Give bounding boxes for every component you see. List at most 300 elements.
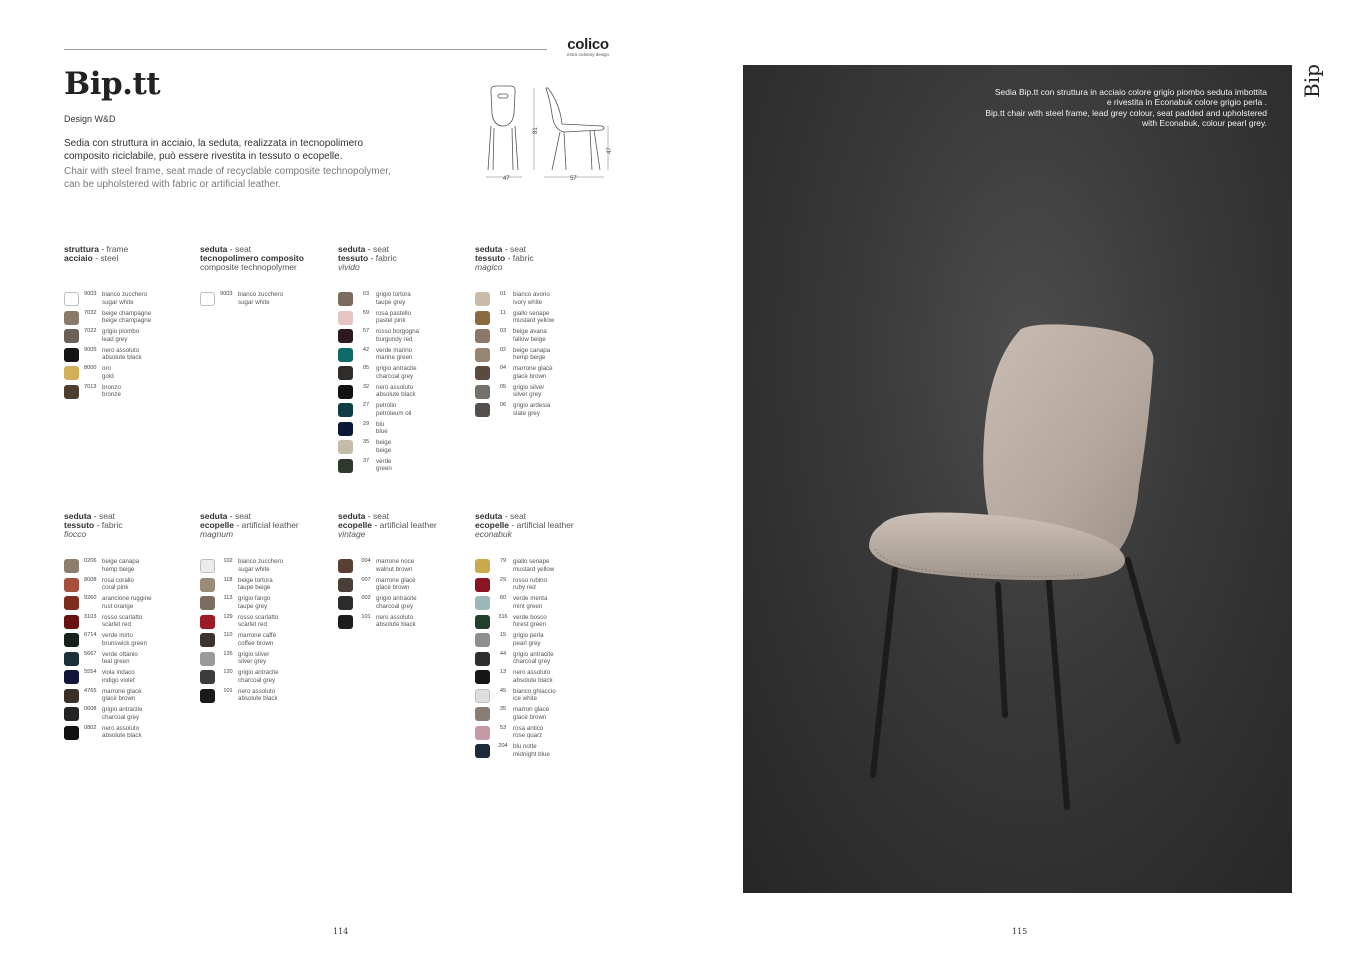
swatch-name-en: scarlet red <box>102 621 131 628</box>
swatch-label <box>102 328 139 343</box>
material-it: ecopelle <box>338 520 373 530</box>
swatch-label <box>513 632 544 647</box>
swatch-label <box>376 291 411 306</box>
section-leather-vintage <box>338 511 478 628</box>
swatch-item[interactable] <box>64 595 204 613</box>
color-swatch[interactable] <box>338 422 353 436</box>
swatch-item[interactable] <box>64 328 204 346</box>
color-swatch[interactable] <box>338 578 353 592</box>
swatch-item[interactable] <box>475 291 615 309</box>
dimension-depth: 57 <box>570 176 577 182</box>
color-swatch[interactable] <box>338 596 353 610</box>
color-swatch[interactable] <box>475 385 490 399</box>
swatch-item[interactable] <box>475 614 615 632</box>
color-swatch[interactable] <box>64 689 79 703</box>
swatch-name-en: absolute black <box>376 391 416 398</box>
swatch-code: 7013 <box>84 383 97 390</box>
category-it: seduta <box>338 244 366 254</box>
color-swatch[interactable] <box>475 615 490 629</box>
swatch-name-it: marron glacè <box>513 706 550 713</box>
color-swatch[interactable] <box>338 403 353 417</box>
material-en: fabric <box>512 253 534 263</box>
swatch-item[interactable] <box>338 458 478 476</box>
color-swatch[interactable] <box>64 311 79 325</box>
swatch-name-en: taupe grey <box>376 298 406 306</box>
page-number-right: 115 <box>1012 927 1028 936</box>
swatch-item[interactable] <box>64 365 204 383</box>
swatch-code: 101 <box>223 687 233 694</box>
swatch-name-en: burgundy red <box>376 335 413 343</box>
swatch-label <box>513 558 554 573</box>
swatch-name-en: charcoal grey <box>376 372 414 380</box>
dimension-seat-height: 47 <box>607 147 613 154</box>
swatch-label <box>513 669 553 684</box>
swatch-name-en: coffee brown <box>238 639 274 647</box>
swatch-label <box>376 421 388 436</box>
swatch-label <box>102 365 114 380</box>
swatch-item[interactable] <box>338 402 478 420</box>
swatch-item[interactable] <box>64 558 204 576</box>
swatch-item[interactable] <box>475 706 615 724</box>
swatch-name-it: blu notte <box>513 743 537 750</box>
swatch-item[interactable] <box>338 328 478 346</box>
product-designer: Design W&D <box>64 114 116 124</box>
swatch-code: 06 <box>499 402 507 408</box>
swatch-name-en: glacè brown <box>102 695 136 702</box>
material-en: composite technopolymer <box>200 262 297 272</box>
swatch-code: 44 <box>499 650 507 657</box>
color-swatch[interactable] <box>200 652 215 666</box>
side-title-text: Bip <box>1300 64 1324 98</box>
material-en: artificial leather <box>379 520 437 530</box>
swatch-code: 59 <box>362 309 370 316</box>
swatch-name-it: grigio antracite <box>513 650 554 658</box>
swatch-label <box>376 365 417 380</box>
swatch-code: 8008 <box>84 576 97 583</box>
swatch-name-it: beige avana <box>513 328 547 335</box>
category-en: seat <box>509 244 527 254</box>
swatch-item[interactable] <box>200 291 340 309</box>
color-swatch[interactable] <box>338 385 353 399</box>
swatch-name-en: glacè brown <box>513 713 547 721</box>
section-header: seduta - seat ecopelle - artificial leather magnum <box>200 512 340 539</box>
swatch-label <box>376 384 416 399</box>
swatch-code: 27 <box>362 402 370 408</box>
swatch-name-en: mustard yellow <box>513 317 555 324</box>
color-swatch[interactable] <box>64 707 79 721</box>
swatch-item[interactable] <box>338 421 478 439</box>
swatch-name-it: grigio antracite <box>102 706 143 713</box>
material-en: fabric <box>375 253 397 263</box>
swatch-name-it: verde marino <box>376 346 413 354</box>
swatch-name-en: teal green <box>102 658 130 665</box>
swatch-name-en: glacè brown <box>513 372 547 380</box>
chair-side-view <box>546 88 604 170</box>
swatch-item[interactable] <box>338 310 478 328</box>
category-en: frame <box>106 244 129 254</box>
swatch-name-it: nero assoluto <box>102 346 140 354</box>
swatch-code: 29 <box>362 420 370 427</box>
swatch-item[interactable] <box>338 595 478 613</box>
swatch-name-en: hemp beige <box>513 354 546 361</box>
swatch-code: 0802 <box>84 724 97 731</box>
swatch-item[interactable] <box>200 632 340 650</box>
swatch-name-en: marine green <box>376 354 413 361</box>
swatch-name-it: rosa pastello <box>376 309 412 317</box>
swatch-label <box>238 291 283 306</box>
swatch-code: 02 <box>499 346 507 353</box>
section-header: seduta - seat tessuto - fabric fiocco <box>64 512 204 539</box>
color-swatch[interactable] <box>64 366 79 380</box>
swatch-item[interactable] <box>64 651 204 669</box>
swatch-item[interactable] <box>64 310 204 328</box>
swatch-code: 29 <box>499 576 507 583</box>
swatch-name-it: beige canapa <box>513 346 551 354</box>
swatch-name-it: grigio silver <box>513 383 545 391</box>
color-swatch[interactable] <box>64 348 79 362</box>
brand-name: colico <box>567 36 609 53</box>
swatch-item[interactable] <box>64 669 204 687</box>
swatch-name-en: walnut brown <box>376 565 413 573</box>
swatch-item[interactable] <box>200 669 340 687</box>
description-english: Chair with steel frame, seat made of recyclable composite technopolymer, can be upholstered with fabric or artificial leather. <box>64 166 391 190</box>
swatch-name-it: grigio piombo <box>102 328 140 335</box>
color-swatch[interactable] <box>338 292 353 306</box>
swatch-name-it: bronzo <box>102 383 121 391</box>
material-it: tessuto <box>64 520 95 530</box>
material-en: steel <box>100 253 119 263</box>
swatch-name-it: nero assoluto <box>376 613 414 621</box>
swatch-code: 9260 <box>84 595 97 601</box>
swatch-item[interactable] <box>64 347 204 365</box>
swatch-name-it: rosa corallo <box>102 576 134 584</box>
swatch-name-en: taupe grey <box>238 602 268 610</box>
swatch-name-it: verde ottanio <box>102 650 138 658</box>
color-swatch[interactable] <box>64 726 79 740</box>
swatch-label <box>376 558 414 573</box>
swatch-label <box>102 706 143 721</box>
color-swatch[interactable] <box>64 292 79 306</box>
swatch-label <box>102 651 138 666</box>
swatch-label <box>376 614 416 629</box>
color-swatch[interactable] <box>338 559 353 573</box>
color-swatch[interactable] <box>475 578 490 592</box>
header-rule <box>64 49 547 50</box>
swatch-code: 9003 <box>84 291 97 297</box>
swatch-item[interactable] <box>338 614 478 632</box>
swatch-item[interactable] <box>200 558 340 576</box>
color-swatch[interactable] <box>475 596 490 610</box>
swatch-item[interactable] <box>475 632 615 650</box>
color-swatch[interactable] <box>200 559 215 573</box>
color-swatch[interactable] <box>200 596 215 610</box>
swatch-name-it: rosso borgogna <box>376 328 419 335</box>
color-swatch[interactable] <box>475 652 490 666</box>
color-swatch[interactable] <box>200 292 215 306</box>
swatch-item[interactable] <box>475 558 615 576</box>
caption-italian: Sedia Bip.tt con struttura in acciaio colore grigio piombo seduta imbottita e rivestita in Econabuk colore grigio perla . <box>994 87 1267 107</box>
swatch-name-it: beige champagne <box>102 309 152 317</box>
material-it: ecopelle <box>475 520 510 530</box>
swatch-item[interactable] <box>475 347 615 365</box>
color-swatch[interactable] <box>338 311 353 325</box>
swatch-name-en: slate grey <box>513 409 540 417</box>
swatch-code: 35 <box>499 706 507 712</box>
swatch-code: 6714 <box>84 632 97 638</box>
swatch-code: 0608 <box>84 706 97 712</box>
swatch-code: 316 <box>498 613 508 620</box>
color-swatch[interactable] <box>64 633 79 647</box>
swatch-code: 05 <box>499 383 507 390</box>
category-it: seduta <box>200 244 228 254</box>
swatch-name-it: rosso rubino <box>513 576 548 584</box>
color-swatch[interactable] <box>64 596 79 610</box>
swatch-name-it: giallo senape <box>513 309 550 317</box>
swatch-item[interactable] <box>475 725 615 743</box>
color-swatch[interactable] <box>64 385 79 399</box>
swatch-item[interactable] <box>64 632 204 650</box>
color-swatch[interactable] <box>475 744 490 758</box>
swatch-code: 3103 <box>84 613 97 620</box>
section-header: struttura - frame acciaio - steel <box>64 244 129 263</box>
color-swatch[interactable] <box>475 689 490 703</box>
color-swatch[interactable] <box>338 615 353 629</box>
category-it: seduta <box>338 511 366 521</box>
swatch-name-en: ruby red <box>513 584 536 591</box>
swatch-item[interactable] <box>475 365 615 383</box>
swatch-label <box>376 402 411 417</box>
swatch-item[interactable] <box>475 595 615 613</box>
swatch-code: 126 <box>223 650 233 657</box>
swatch-name-en: ivory white <box>513 298 543 306</box>
swatch-item[interactable] <box>338 365 478 383</box>
swatch-code: 60 <box>499 595 507 601</box>
swatch-name-it: grigio perla <box>513 632 544 639</box>
swatch-label <box>513 706 549 721</box>
color-swatch[interactable] <box>338 329 353 343</box>
color-swatch[interactable] <box>338 459 353 473</box>
swatch-item[interactable] <box>64 725 204 743</box>
swatch-label <box>238 688 278 703</box>
swatch-name-en: sugar white <box>238 298 270 306</box>
color-swatch[interactable] <box>475 311 490 325</box>
swatch-label <box>238 632 276 647</box>
swatch-label <box>238 595 270 610</box>
swatch-code: 04 <box>499 365 507 371</box>
swatch-name-en: midnight blue <box>513 750 550 758</box>
color-swatch[interactable] <box>64 578 79 592</box>
swatch-code: 120 <box>223 669 233 675</box>
swatch-item[interactable] <box>338 577 478 595</box>
color-swatch[interactable] <box>475 292 490 306</box>
swatch-name-it: beige canapa <box>102 558 140 565</box>
swatch-label <box>513 743 550 758</box>
swatch-item[interactable] <box>64 577 204 595</box>
swatch-item[interactable] <box>475 384 615 402</box>
section-seat-technopolymer <box>200 244 340 306</box>
color-swatch[interactable] <box>475 403 490 417</box>
color-swatch[interactable] <box>338 348 353 362</box>
swatch-item[interactable] <box>475 328 615 346</box>
color-swatch[interactable] <box>200 689 215 703</box>
swatch-name-it: rosso scarlatto <box>238 613 279 621</box>
color-swatch[interactable] <box>338 366 353 380</box>
swatch-name-en: charcoal grey <box>102 713 140 721</box>
swatch-name-en: rose quarz <box>513 732 543 739</box>
swatch-name-it: verde <box>376 457 392 465</box>
swatch-label <box>376 347 412 362</box>
swatch-name-en: mustard yellow <box>513 565 555 573</box>
swatch-item[interactable] <box>475 688 615 706</box>
swatch-name-en: pearl grey <box>513 639 541 647</box>
swatch-name-it: marrone glacè <box>376 576 416 584</box>
swatch-name-it: bianco zucchero <box>238 291 284 298</box>
swatch-label <box>102 669 135 684</box>
material-en: artificial leather <box>241 520 299 530</box>
color-swatch[interactable] <box>64 615 79 629</box>
material-it: tessuto <box>338 253 369 263</box>
swatch-item[interactable] <box>475 669 615 687</box>
swatch-name-it: beige <box>376 439 392 446</box>
swatch-code: 004 <box>361 558 371 564</box>
section-frame-steel <box>64 244 204 398</box>
swatch-name-it: rosso scarlatto <box>102 613 143 621</box>
swatch-code: 7022 <box>84 328 97 334</box>
swatch-item[interactable] <box>64 614 204 632</box>
swatch-name-it: giallo senape <box>513 558 550 565</box>
swatch-name-en: ice white <box>513 695 538 702</box>
swatch-label <box>102 291 147 306</box>
section-header: seduta - seat tessuto - fabric vivido <box>338 245 478 272</box>
color-swatch[interactable] <box>338 440 353 454</box>
material-en: fabric <box>101 520 123 530</box>
color-swatch[interactable] <box>475 329 490 343</box>
swatch-label <box>513 347 550 362</box>
swatch-name-it: verde mirto <box>102 632 133 639</box>
swatch-label <box>102 558 139 573</box>
swatch-item[interactable] <box>64 706 204 724</box>
swatch-item[interactable] <box>338 291 478 309</box>
swatch-code: 03 <box>362 291 370 297</box>
swatch-item[interactable] <box>200 595 340 613</box>
section-header: seduta - seat ecopelle - artificial leather vintage <box>338 512 478 539</box>
swatch-item[interactable] <box>475 651 615 669</box>
swatch-code: 7032 <box>84 309 97 316</box>
swatch-name-en: forest green <box>513 621 547 628</box>
swatch-label <box>513 577 547 592</box>
color-swatch[interactable] <box>200 578 215 592</box>
swatch-name-en: sugar white <box>102 298 134 306</box>
swatch-item[interactable] <box>64 384 204 402</box>
section-header: seduta - seat tecnopolimero composito composite technopolymer <box>200 245 340 272</box>
swatch-code: 204 <box>498 743 508 749</box>
swatch-name-en: beige <box>376 446 392 454</box>
color-swatch[interactable] <box>64 329 79 343</box>
swatch-name-it: verde menta <box>513 595 548 602</box>
section-header: seduta - seat tessuto - fabric magico <box>475 245 615 272</box>
swatch-item[interactable] <box>200 577 340 595</box>
swatch-name-en: absolute black <box>513 676 553 684</box>
swatch-item[interactable] <box>64 688 204 706</box>
swatch-code: 002 <box>361 595 371 601</box>
swatch-name-en: silver grey <box>513 391 542 398</box>
swatch-item[interactable] <box>200 651 340 669</box>
swatch-name-it: verde bosco <box>513 613 547 621</box>
swatch-name-it: bianco ghiaccio <box>513 687 556 695</box>
color-swatch[interactable] <box>200 670 215 684</box>
chair-illustration <box>743 65 1292 893</box>
swatch-label <box>513 291 550 306</box>
swatch-code: 79 <box>499 558 507 564</box>
color-swatch[interactable] <box>475 348 490 362</box>
swatch-name-en: lead grey <box>102 335 128 343</box>
side-title <box>1296 62 1324 102</box>
color-swatch[interactable] <box>200 633 215 647</box>
swatch-name-en: sugar white <box>238 565 270 573</box>
brand-logo <box>558 37 618 58</box>
color-swatch[interactable] <box>475 633 490 647</box>
swatch-label <box>513 384 544 399</box>
swatch-code: 01 <box>499 291 507 297</box>
swatch-item[interactable] <box>200 688 340 706</box>
swatch-item[interactable] <box>200 614 340 632</box>
swatch-item[interactable] <box>475 743 615 761</box>
swatch-code: 007 <box>361 576 371 583</box>
swatch-item[interactable] <box>475 402 615 420</box>
swatch-name-it: grigio fango <box>238 595 271 602</box>
swatch-code: 8000 <box>84 365 97 371</box>
swatch-name-en: charcoal grey <box>238 676 276 684</box>
swatch-label <box>102 595 152 610</box>
swatch-name-en: glacè brown <box>376 584 410 591</box>
swatch-item[interactable] <box>475 577 615 595</box>
color-swatch[interactable] <box>475 366 490 380</box>
swatch-name-en: gold <box>102 372 114 380</box>
finish-name: magico <box>475 262 503 272</box>
swatch-name-it: grigio antracite <box>376 365 417 372</box>
swatch-label <box>102 384 121 399</box>
swatch-item[interactable] <box>338 439 478 457</box>
swatch-code: 03 <box>499 328 507 334</box>
category-en: seat <box>98 511 116 521</box>
color-swatch[interactable] <box>475 670 490 684</box>
brand-tagline: extra ordinary design <box>566 52 610 57</box>
swatch-name-en: petroleum oil <box>376 409 412 417</box>
swatch-code: 11 <box>500 309 506 316</box>
swatch-item[interactable] <box>338 384 478 402</box>
swatch-name-it: nero assoluto <box>513 669 551 676</box>
swatch-code: 9005 <box>84 346 97 353</box>
swatch-item[interactable] <box>475 310 615 328</box>
swatch-label <box>513 725 543 740</box>
swatch-label <box>102 347 142 362</box>
color-swatch[interactable] <box>200 615 215 629</box>
swatch-name-en: scarlet red <box>238 621 267 628</box>
color-swatch[interactable] <box>475 726 490 740</box>
swatch-label <box>102 614 142 629</box>
swatch-name-en: charcoal grey <box>376 602 414 610</box>
color-swatch[interactable] <box>475 707 490 721</box>
swatch-item[interactable] <box>338 558 478 576</box>
color-swatch[interactable] <box>64 652 79 666</box>
page-number-left: 114 <box>333 927 349 936</box>
color-swatch[interactable] <box>475 559 490 573</box>
color-swatch[interactable] <box>64 670 79 684</box>
swatch-item[interactable] <box>64 291 204 309</box>
color-swatch[interactable] <box>64 559 79 573</box>
swatch-label <box>238 669 279 684</box>
swatch-item[interactable] <box>338 347 478 365</box>
